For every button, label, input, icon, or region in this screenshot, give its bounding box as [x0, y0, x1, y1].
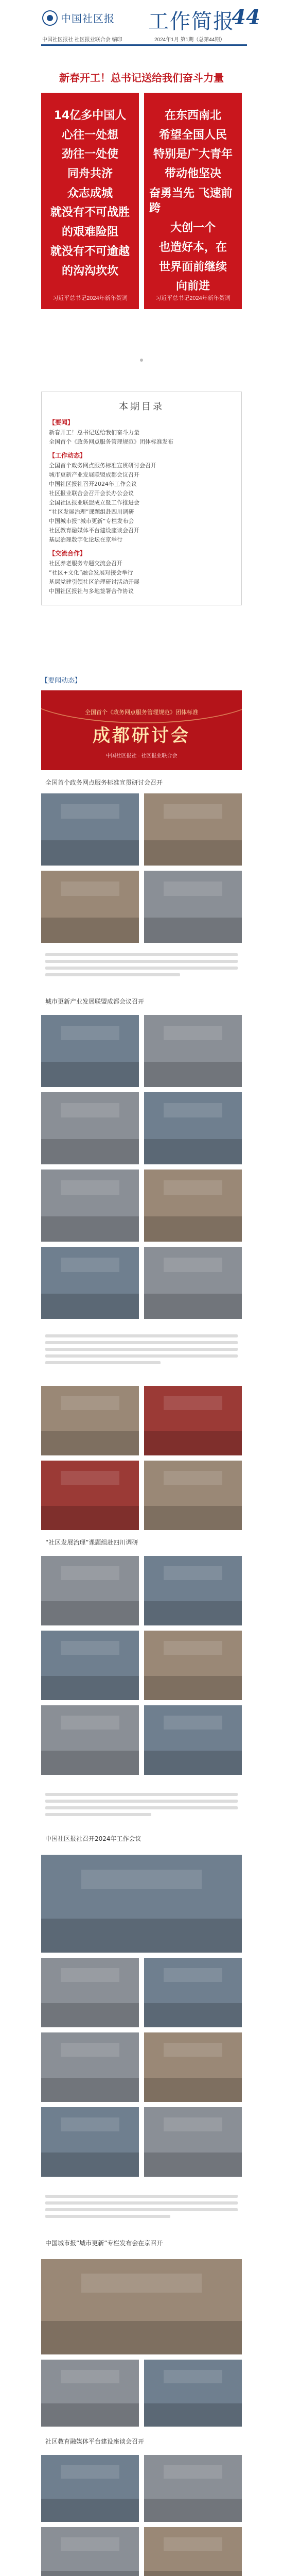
toc-item[interactable]: 中国社区报社与多地签署合作协议 [49, 588, 134, 595]
meeting-photo [41, 1015, 139, 1087]
banner-arc-decoration [41, 690, 242, 723]
meeting-photo [41, 1092, 139, 1164]
meeting-photo [41, 1247, 139, 1319]
meeting-photo [144, 1631, 242, 1700]
meeting-photo [41, 1855, 242, 1953]
poster-line: 众志成城 [67, 187, 113, 200]
poster-line: 同舟共济 [67, 167, 113, 181]
toc-item[interactable]: 全国首个政务网点服务标准宣贯研讨会召开 [49, 462, 156, 469]
poster-line: 希望全国人民 [158, 128, 227, 142]
poster-line: 带动他坚决 [164, 167, 221, 181]
meeting-photo [41, 2455, 139, 2522]
poster-right-footer: 习近平总书记2024年新年贺词 [155, 295, 231, 301]
poster-line: 大创一个 [170, 222, 216, 235]
photo-caption: 全国首个政务网点服务标准宣贯研讨会召开 [45, 779, 163, 786]
meeting-photo [41, 1170, 139, 1242]
toc-item[interactable]: 基层治理数字化论坛在京举行 [49, 536, 122, 543]
meeting-photo [144, 2360, 242, 2427]
meeting-photo [144, 2107, 242, 2177]
meeting-photo [144, 2527, 242, 2576]
meeting-photo [144, 1015, 242, 1087]
poster-line: 特别是广大青年 [153, 148, 233, 161]
seminar-banner [41, 690, 242, 770]
meeting-photo [144, 793, 242, 866]
meeting-photo [41, 1631, 139, 1700]
meeting-photo [41, 2107, 139, 2177]
poster-line: 世界面前继续 [158, 260, 227, 274]
meeting-photo [144, 1705, 242, 1775]
masthead-divider [41, 44, 247, 46]
poster-line: 就没有不可逾越 [50, 245, 130, 258]
meeting-photo [41, 1556, 139, 1625]
publisher-line: 中国社区报社 社区报业联合会 编印 [42, 37, 122, 43]
meeting-photo [41, 1461, 139, 1530]
toc-item[interactable]: “社区+文化”融合发展对接会举行 [49, 569, 133, 576]
toc-item[interactable]: 社区报业联合会召开会长办公会议 [49, 490, 134, 497]
toc-item[interactable]: 社区养老服务专题交流会召开 [49, 560, 122, 567]
meeting-photo [144, 1461, 242, 1530]
issue-number: 44 [232, 5, 260, 29]
poster-line: 的沟沟坎坎 [61, 264, 118, 278]
toc-item[interactable]: 中国城市报“城市更新”专栏发布会 [49, 518, 134, 524]
meeting-photo [41, 2259, 242, 2354]
section-label: 【要闻动态】 [41, 677, 82, 685]
poster-line: 奋勇当先 飞速前跨 [149, 187, 233, 215]
meeting-photo [41, 1958, 139, 2027]
poster-line: 劲往一处使 [61, 148, 118, 161]
meeting-photo [41, 871, 139, 943]
toc-section-label: 【工作动态】 [49, 452, 86, 459]
issue-date-line: 2024年1月 第1期（总第44期） [154, 37, 225, 43]
meeting-photo [41, 793, 139, 866]
meeting-photo [41, 1386, 139, 1455]
photo-caption: “社区发展治理”课题组赴四川调研 [45, 1539, 138, 1546]
banner-subtitle: 全国首个《政务网点服务管理规范》团体标准 [85, 709, 198, 716]
masthead [0, 0, 283, 52]
poster-left-footer: 习近平总书记2024年新年贺词 [52, 295, 128, 301]
banner-title: 成都研讨会 [93, 725, 190, 746]
article-text-placeholder [45, 953, 238, 980]
toc-item[interactable]: “社区发展治理”课题组赴四川调研 [49, 509, 134, 515]
meeting-photo [144, 1958, 242, 2027]
toc-item[interactable]: 中国社区报社召开2024年工作会议 [49, 481, 137, 487]
poster-line: 14亿多中国人 [54, 109, 127, 122]
poster-left [41, 93, 139, 309]
poster-right [144, 93, 242, 309]
poster-line: 也造好本，在 [158, 241, 227, 254]
meeting-photo [144, 1386, 242, 1455]
photo-caption: 中国城市报“城市更新”专栏发布会在京召开 [45, 2240, 163, 2247]
toc-section-label: 【交流合作】 [49, 550, 86, 557]
meeting-photo [144, 2455, 242, 2522]
meeting-photo [144, 1556, 242, 1625]
meeting-photo [41, 1705, 139, 1775]
meeting-photo [144, 1247, 242, 1319]
meeting-photo [41, 2360, 139, 2427]
poster-line: 的艰难险阻 [61, 226, 118, 239]
photo-caption: 社区教育融媒体平台建设座谈会召开 [45, 2438, 145, 2445]
toc-section-label: 【要闻】 [49, 419, 74, 426]
photo-caption: 城市更新产业发展联盟成都会议召开 [45, 998, 145, 1005]
article-text-placeholder [45, 2195, 238, 2222]
meeting-photo [144, 1170, 242, 1242]
meeting-photo [41, 2032, 139, 2102]
toc-item[interactable]: 基层党建引领社区治理研讨活动开展 [49, 579, 139, 585]
toc-item[interactable]: 社区教育融媒体平台建设座谈会召开 [49, 527, 139, 534]
meeting-photo [41, 2527, 139, 2576]
photo-caption: 中国社区报社召开2024年工作会议 [45, 1835, 142, 1842]
article-text-placeholder [45, 1334, 238, 1368]
toc-heading: 本期目录 [119, 401, 164, 412]
lead-headline: 新春开工！总书记送给我们奋斗力量 [59, 72, 224, 84]
toc-item[interactable]: 城市更新产业发展联盟成都会议召开 [49, 471, 139, 478]
separator-dot [140, 359, 143, 362]
table-of-contents [41, 392, 242, 605]
newspaper-logo-icon [42, 10, 58, 26]
toc-item[interactable]: 全国首个《政务网点服务管理规范》团体标准发布 [49, 438, 173, 445]
poster-line: 心往一处想 [61, 128, 118, 142]
article-text-placeholder [45, 1793, 238, 1820]
toc-item[interactable]: 新春开工！总书记送给我们奋斗力量 [49, 429, 139, 436]
meeting-photo [144, 871, 242, 943]
banner-organizer: 中国社区报社 · 社区报业联合会 [105, 753, 178, 759]
logo-text: 中国社区报 [61, 12, 115, 25]
poster-line: 向前进 [175, 280, 210, 293]
meeting-photo [144, 1092, 242, 1164]
meeting-photo [144, 2032, 242, 2102]
poster-line: 在东西南北 [164, 109, 221, 122]
toc-item[interactable]: 全国社区报业联盟成立暨工作推进会 [49, 499, 139, 506]
poster-line: 就没有不可战胜 [50, 206, 130, 219]
bulletin-title: 工作简报 [148, 10, 235, 33]
